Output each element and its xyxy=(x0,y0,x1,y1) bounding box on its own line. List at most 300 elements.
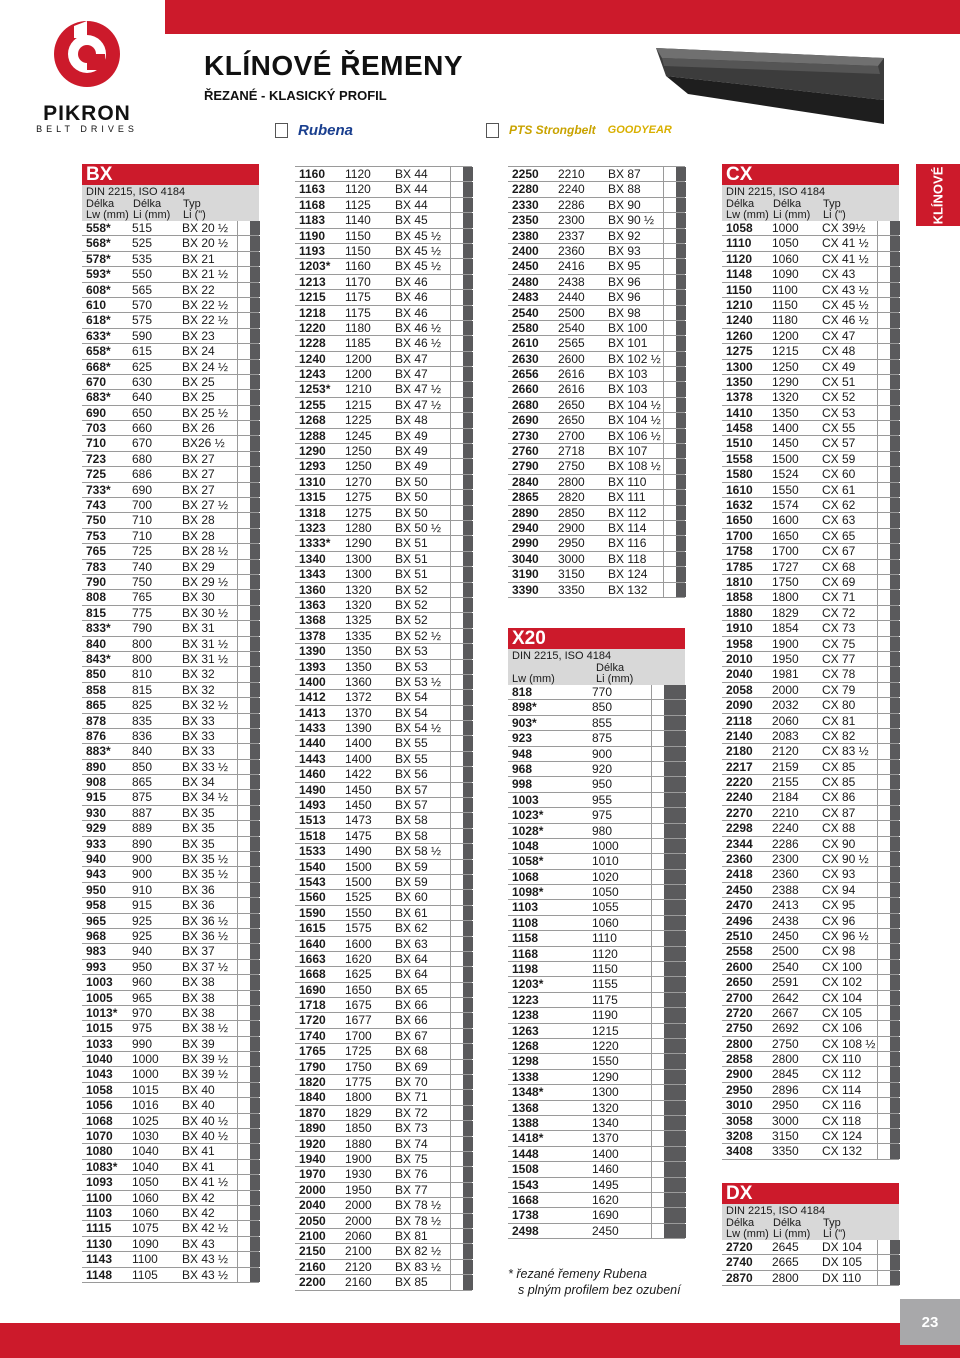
table-cell: 980 xyxy=(592,823,613,838)
table-row xyxy=(722,452,899,467)
table-row xyxy=(508,1024,685,1039)
blank-cell xyxy=(663,244,676,258)
table-cell: BX 77 xyxy=(395,1182,428,1197)
table-row xyxy=(508,490,685,505)
table-cell: 2600 xyxy=(558,351,585,366)
blank-cell xyxy=(450,1137,463,1151)
table-cell: 2388 xyxy=(772,882,799,897)
table-row xyxy=(508,352,685,367)
table-cell: 750 xyxy=(86,513,107,528)
table-cell: 1490 xyxy=(345,844,372,859)
blank-cell xyxy=(237,360,250,374)
table-cell: 908 xyxy=(86,775,107,790)
grey-marker-cell xyxy=(250,1021,260,1035)
table-cell: 2840 xyxy=(512,474,539,489)
grey-marker-cell xyxy=(890,1240,900,1254)
table-row xyxy=(295,367,472,382)
blank-cell xyxy=(877,1129,890,1143)
table-cell: BX 45 ½ xyxy=(395,243,442,258)
table-row xyxy=(722,637,899,652)
table-row xyxy=(722,683,899,698)
table-row xyxy=(722,1037,899,1052)
table-cell: 898* xyxy=(512,700,537,715)
table-row xyxy=(82,1206,259,1221)
table-row xyxy=(295,1013,472,1028)
table-cell: 1900 xyxy=(345,1152,372,1166)
blank-cell xyxy=(877,667,890,681)
grey-marker-cell xyxy=(250,283,260,297)
table-cell: 550 xyxy=(132,267,153,282)
table-cell: 1495 xyxy=(592,1177,619,1192)
grey-marker-cell xyxy=(463,336,473,350)
table-row xyxy=(295,290,472,305)
table-cell: BX 42 xyxy=(182,1190,215,1205)
table-cell: 1558 xyxy=(726,451,753,466)
table-cell: BX 43 xyxy=(182,1236,215,1251)
blank-cell xyxy=(237,883,250,897)
grey-marker-cell xyxy=(250,714,260,728)
blank-cell xyxy=(877,867,890,881)
blank-cell xyxy=(450,921,463,935)
pikron-logo xyxy=(28,18,146,134)
table-cell: 1325 xyxy=(345,613,372,628)
table-cell: 2616 xyxy=(558,382,585,397)
table-cell: BX 30 xyxy=(182,590,215,605)
grey-marker-cell xyxy=(463,998,473,1012)
grey-marker-cell xyxy=(463,552,473,566)
table-cell: BX 51 xyxy=(395,551,428,566)
table-cell: 2650 xyxy=(558,413,585,428)
table-cell: 2730 xyxy=(512,428,539,443)
table-cell: 1185 xyxy=(345,336,371,351)
table-cell: 2558 xyxy=(726,944,753,959)
blank-cell xyxy=(237,1237,250,1251)
grey-marker-cell xyxy=(676,382,686,396)
blank-cell xyxy=(877,883,890,897)
table-cell: BX 39 ½ xyxy=(182,1067,229,1082)
table-cell: BX 58 ½ xyxy=(395,844,442,859)
bx-title: BX xyxy=(82,164,259,185)
grey-marker-cell xyxy=(890,1067,900,1081)
table-cell: 2140 xyxy=(726,728,753,743)
table-cell: 1240 xyxy=(726,313,753,328)
table-row xyxy=(722,667,899,682)
table-cell: 1175 xyxy=(345,290,371,305)
table-row xyxy=(295,613,472,628)
grey-marker-cell xyxy=(676,244,686,258)
table-row xyxy=(508,429,685,444)
blank-cell xyxy=(651,747,664,761)
table-cell: 1200 xyxy=(772,328,799,343)
table-cell: CX 82 xyxy=(822,728,856,743)
table-row xyxy=(82,806,259,821)
grey-marker-cell xyxy=(664,1224,686,1238)
table-row xyxy=(295,306,472,321)
grey-marker-cell xyxy=(664,762,686,776)
blank-cell xyxy=(450,275,463,289)
table-cell: 1500 xyxy=(772,451,799,466)
table-row xyxy=(722,221,899,236)
table-cell: 993 xyxy=(86,959,107,974)
table-cell: 1243 xyxy=(299,367,326,382)
table-row xyxy=(508,1116,685,1131)
table-row xyxy=(508,167,685,182)
table-cell: 1920 xyxy=(299,1136,326,1151)
blank-cell xyxy=(237,1144,250,1158)
blank-cell xyxy=(877,837,890,851)
grey-marker-cell xyxy=(250,867,260,881)
table-cell: BX 51 xyxy=(395,536,428,551)
table-cell: 1433 xyxy=(299,721,326,736)
table-cell: 2800 xyxy=(558,474,585,489)
table-cell: 1083* xyxy=(86,1159,118,1174)
table-row xyxy=(295,983,472,998)
table-row xyxy=(82,529,259,544)
table-row xyxy=(722,867,899,882)
table-cell: 2656 xyxy=(512,367,539,382)
grey-marker-cell xyxy=(676,521,686,535)
table-row xyxy=(295,182,472,197)
grey-marker-cell xyxy=(890,1129,900,1143)
grey-marker-cell xyxy=(463,1198,473,1212)
grey-marker-cell xyxy=(664,1147,686,1161)
table-cell: BX26 ½ xyxy=(182,436,225,451)
table-row xyxy=(295,1198,472,1213)
table-cell: BX 68 xyxy=(395,1044,428,1059)
table-cell: 1850 xyxy=(345,1121,372,1136)
table-cell: 1228 xyxy=(299,336,326,351)
table-cell: 1093 xyxy=(86,1175,113,1190)
table-cell: 2720 xyxy=(726,1240,753,1254)
table-row xyxy=(82,252,259,267)
blank-cell xyxy=(877,452,890,466)
bx-standard: DIN 2215, ISO 4184 xyxy=(86,186,186,198)
table-cell: 1900 xyxy=(772,636,799,651)
grey-marker-cell xyxy=(890,944,900,958)
table-row xyxy=(508,413,685,428)
table-cell: 1120 xyxy=(592,946,618,961)
table-cell: 836 xyxy=(132,728,153,743)
table-cell: BX 71 xyxy=(395,1090,428,1105)
table-cell: BX 39 xyxy=(182,1036,215,1051)
grey-marker-cell xyxy=(890,513,900,527)
table-cell: 1390 xyxy=(299,644,326,659)
table-row xyxy=(295,860,472,875)
table-cell: 1060 xyxy=(772,251,799,266)
blank-cell xyxy=(877,637,890,651)
table-row xyxy=(722,483,899,498)
table-cell: BX 28 xyxy=(182,513,215,528)
grey-marker-cell xyxy=(664,1008,686,1022)
table-cell: 1180 xyxy=(772,313,798,328)
table-cell: BX 36 ½ xyxy=(182,913,229,928)
x20-col2-unit: Li (mm) xyxy=(596,673,634,685)
table-cell: 1940 xyxy=(299,1152,326,1166)
table-row xyxy=(295,952,472,967)
blank-cell xyxy=(651,685,664,699)
rubena-checkbox-icon xyxy=(275,123,288,138)
table-row xyxy=(508,244,685,259)
blank-cell xyxy=(651,977,664,991)
blank-cell xyxy=(877,852,890,866)
table-row xyxy=(508,182,685,197)
table-cell: 1350 xyxy=(726,374,753,389)
table-cell: 1268 xyxy=(512,1038,539,1053)
table-cell: BX 33 xyxy=(182,713,215,728)
table-row xyxy=(722,313,899,328)
table-cell: BX 32 xyxy=(182,682,215,697)
blank-cell xyxy=(450,182,463,196)
table-cell: CX 85 xyxy=(822,775,856,790)
table-cell: 1108 xyxy=(512,915,539,930)
table-cell: 1140 xyxy=(345,213,371,228)
table-row xyxy=(295,706,472,721)
table-row xyxy=(295,444,472,459)
grey-marker-cell xyxy=(463,813,473,827)
table-cell: 710 xyxy=(132,528,153,543)
table-cell: 1910 xyxy=(726,621,753,636)
grey-marker-cell xyxy=(463,1183,473,1197)
grey-marker-cell xyxy=(664,900,686,914)
grey-marker-cell xyxy=(463,506,473,520)
blank-cell xyxy=(651,962,664,976)
grey-marker-cell xyxy=(890,221,900,235)
table-cell: BX 59 xyxy=(395,874,428,889)
table-cell: 1958 xyxy=(726,636,753,651)
blank-cell xyxy=(450,367,463,381)
table-cell: 887 xyxy=(132,805,153,820)
table-row xyxy=(508,777,685,792)
table-cell: 850 xyxy=(592,700,613,715)
table-cell: 1473 xyxy=(345,813,372,828)
blank-cell xyxy=(450,459,463,473)
table-cell: BX 75 xyxy=(395,1152,428,1166)
table-row xyxy=(82,360,259,375)
grey-marker-cell xyxy=(463,413,473,427)
table-cell: 1143 xyxy=(86,1252,113,1267)
table-cell: 2660 xyxy=(512,382,539,397)
table-cell: BX 100 xyxy=(608,320,648,335)
table-row xyxy=(82,1129,259,1144)
table-row xyxy=(722,329,899,344)
table-cell: BX 47 xyxy=(395,351,428,366)
grey-marker-cell xyxy=(676,275,686,289)
blank-cell xyxy=(877,406,890,420)
table-cell: 2240 xyxy=(772,821,799,836)
grey-marker-cell xyxy=(890,283,900,297)
blank-cell xyxy=(237,1098,250,1112)
table-cell: 1030 xyxy=(132,1129,159,1144)
grey-marker-cell xyxy=(890,852,900,866)
table-cell: BX 110 xyxy=(608,474,647,489)
blank-cell xyxy=(877,1144,890,1158)
grey-marker-cell xyxy=(250,221,260,235)
grey-marker-cell xyxy=(664,916,686,930)
table-row xyxy=(722,852,899,867)
grey-marker-cell xyxy=(890,914,900,928)
blank-cell xyxy=(663,552,676,566)
blank-cell xyxy=(651,1208,664,1222)
table-cell: BX 42 xyxy=(182,1206,215,1220)
table-cell: 1290 xyxy=(345,536,372,551)
table-cell: BX 35 xyxy=(182,836,215,851)
blank-cell xyxy=(651,870,664,884)
bx-col1-label: Délka xyxy=(86,197,115,210)
table-row xyxy=(82,1175,259,1190)
table-row xyxy=(722,714,899,729)
table-cell: 955 xyxy=(592,792,613,807)
table-cell: BX 88 xyxy=(608,182,641,197)
table-cell: 1100 xyxy=(132,1252,158,1267)
table-cell: BX 35 xyxy=(182,821,215,836)
grey-marker-cell xyxy=(250,329,260,343)
table-cell: 1560 xyxy=(299,890,326,905)
table-cell: 2650 xyxy=(726,975,753,990)
grey-marker-cell xyxy=(463,167,473,181)
table-cell: 1220 xyxy=(299,320,326,335)
table-cell: 1343 xyxy=(299,567,326,582)
table-cell: 1650 xyxy=(726,513,753,528)
table-cell: 825 xyxy=(132,698,153,713)
grey-marker-cell xyxy=(463,398,473,412)
table-cell: 1378 xyxy=(726,390,753,405)
table-cell: 1810 xyxy=(726,574,753,589)
table-cell: BX 53 ½ xyxy=(395,674,442,689)
table-row xyxy=(82,1114,259,1129)
table-cell: 1880 xyxy=(726,605,753,620)
grey-marker-cell xyxy=(250,1160,260,1174)
table-row xyxy=(82,267,259,282)
dx-standard: DIN 2215, ISO 4184 xyxy=(726,1205,826,1217)
table-cell: BX 38 xyxy=(182,1005,215,1020)
cx-col3-unit: Li (") xyxy=(823,209,846,221)
grey-marker-cell xyxy=(664,1054,686,1068)
table-row xyxy=(508,506,685,521)
grey-marker-cell xyxy=(463,983,473,997)
table-cell: BX 90 ½ xyxy=(608,213,655,228)
table-cell: 1050 xyxy=(132,1175,159,1190)
table-row xyxy=(508,747,685,762)
grey-marker-cell xyxy=(676,182,686,196)
table-cell: 575 xyxy=(132,313,153,328)
table-cell: 1040 xyxy=(86,1052,113,1067)
table-cell: 1333* xyxy=(299,536,331,551)
blank-cell xyxy=(877,498,890,512)
blank-cell xyxy=(237,1252,250,1266)
table-cell: BX 56 xyxy=(395,767,428,782)
table-cell: CX 83 ½ xyxy=(822,744,869,759)
table-cell: 1363 xyxy=(299,597,326,612)
table-cell: BX 54 xyxy=(395,690,428,705)
table-cell: 1040 xyxy=(132,1144,159,1159)
table-cell: 3150 xyxy=(772,1129,799,1144)
table-row xyxy=(295,629,472,644)
table-cell: 2060 xyxy=(772,713,799,728)
table-cell: BX 61 xyxy=(395,905,428,920)
grey-marker-cell xyxy=(890,883,900,897)
table-cell: 658* xyxy=(86,344,111,359)
dx-table xyxy=(722,1183,899,1286)
table-row xyxy=(722,236,899,251)
blank-cell xyxy=(651,1008,664,1022)
table-row xyxy=(295,213,472,228)
table-cell: 1055 xyxy=(592,900,619,915)
table-cell: BX 37 ½ xyxy=(182,959,229,974)
table-cell: 840 xyxy=(132,744,153,759)
grey-marker-cell xyxy=(463,1167,473,1181)
table-cell: DX 110 xyxy=(822,1270,862,1285)
table-cell: CX 72 xyxy=(822,605,856,620)
grey-marker-cell xyxy=(890,837,900,851)
grey-marker-cell xyxy=(250,1252,260,1266)
table-cell: 1298 xyxy=(512,1054,539,1069)
table-cell: 1050 xyxy=(772,236,799,251)
table-cell: 850 xyxy=(86,667,107,682)
table-cell: 1275 xyxy=(726,344,753,359)
table-cell: 1550 xyxy=(772,482,799,497)
table-cell: 1727 xyxy=(772,559,799,574)
table-cell: CX 114 xyxy=(822,1082,862,1097)
blank-cell xyxy=(237,283,250,297)
table-cell: BX 50 xyxy=(395,490,428,505)
grey-marker-cell xyxy=(463,798,473,812)
blank-cell xyxy=(663,413,676,427)
table-cell: 1250 xyxy=(772,359,799,374)
table-cell: BX 43 ½ xyxy=(182,1252,229,1267)
grey-marker-cell xyxy=(250,1191,260,1205)
table-row xyxy=(508,275,685,290)
table-cell: 2950 xyxy=(772,1098,799,1113)
table-cell: 1475 xyxy=(345,828,372,843)
table-cell: 1290 xyxy=(299,444,326,459)
blank-cell xyxy=(237,652,250,666)
grey-marker-cell xyxy=(463,475,473,489)
grey-marker-cell xyxy=(890,421,900,435)
table-cell: 1215 xyxy=(772,344,799,359)
table-cell: 725 xyxy=(86,467,107,482)
table-cell: 2800 xyxy=(726,1036,753,1051)
grey-marker-cell xyxy=(890,790,900,804)
table-cell: 1218 xyxy=(299,305,326,320)
table-row xyxy=(82,221,259,236)
table-cell: 1120 xyxy=(345,167,371,181)
cx-col1-label: Délka xyxy=(726,197,755,210)
grey-marker-cell xyxy=(890,606,900,620)
table-cell: CX 63 xyxy=(822,513,856,528)
table-cell: 2217 xyxy=(726,759,753,774)
table-cell: 2180 xyxy=(726,744,753,759)
table-cell: 1175 xyxy=(345,305,371,320)
blank-cell xyxy=(651,839,664,853)
pts-checkbox-icon xyxy=(486,123,499,138)
table-cell: 1800 xyxy=(772,590,799,605)
table-cell: 2750 xyxy=(558,459,585,474)
table-cell: 743 xyxy=(86,498,107,513)
table-row xyxy=(295,1260,472,1275)
table-cell: BX 27 xyxy=(182,467,215,482)
table-cell: 625 xyxy=(132,359,153,374)
blank-cell xyxy=(877,806,890,820)
table-cell: 640 xyxy=(132,390,153,405)
table-cell: 630 xyxy=(132,374,153,389)
table-row xyxy=(295,906,472,921)
table-cell: 2160 xyxy=(345,1275,372,1290)
table-cell: 2250 xyxy=(512,167,539,181)
blank-cell xyxy=(877,944,890,958)
table-row xyxy=(295,1060,472,1075)
table-cell: BX 53 xyxy=(395,644,428,659)
grey-marker-cell xyxy=(463,1244,473,1258)
